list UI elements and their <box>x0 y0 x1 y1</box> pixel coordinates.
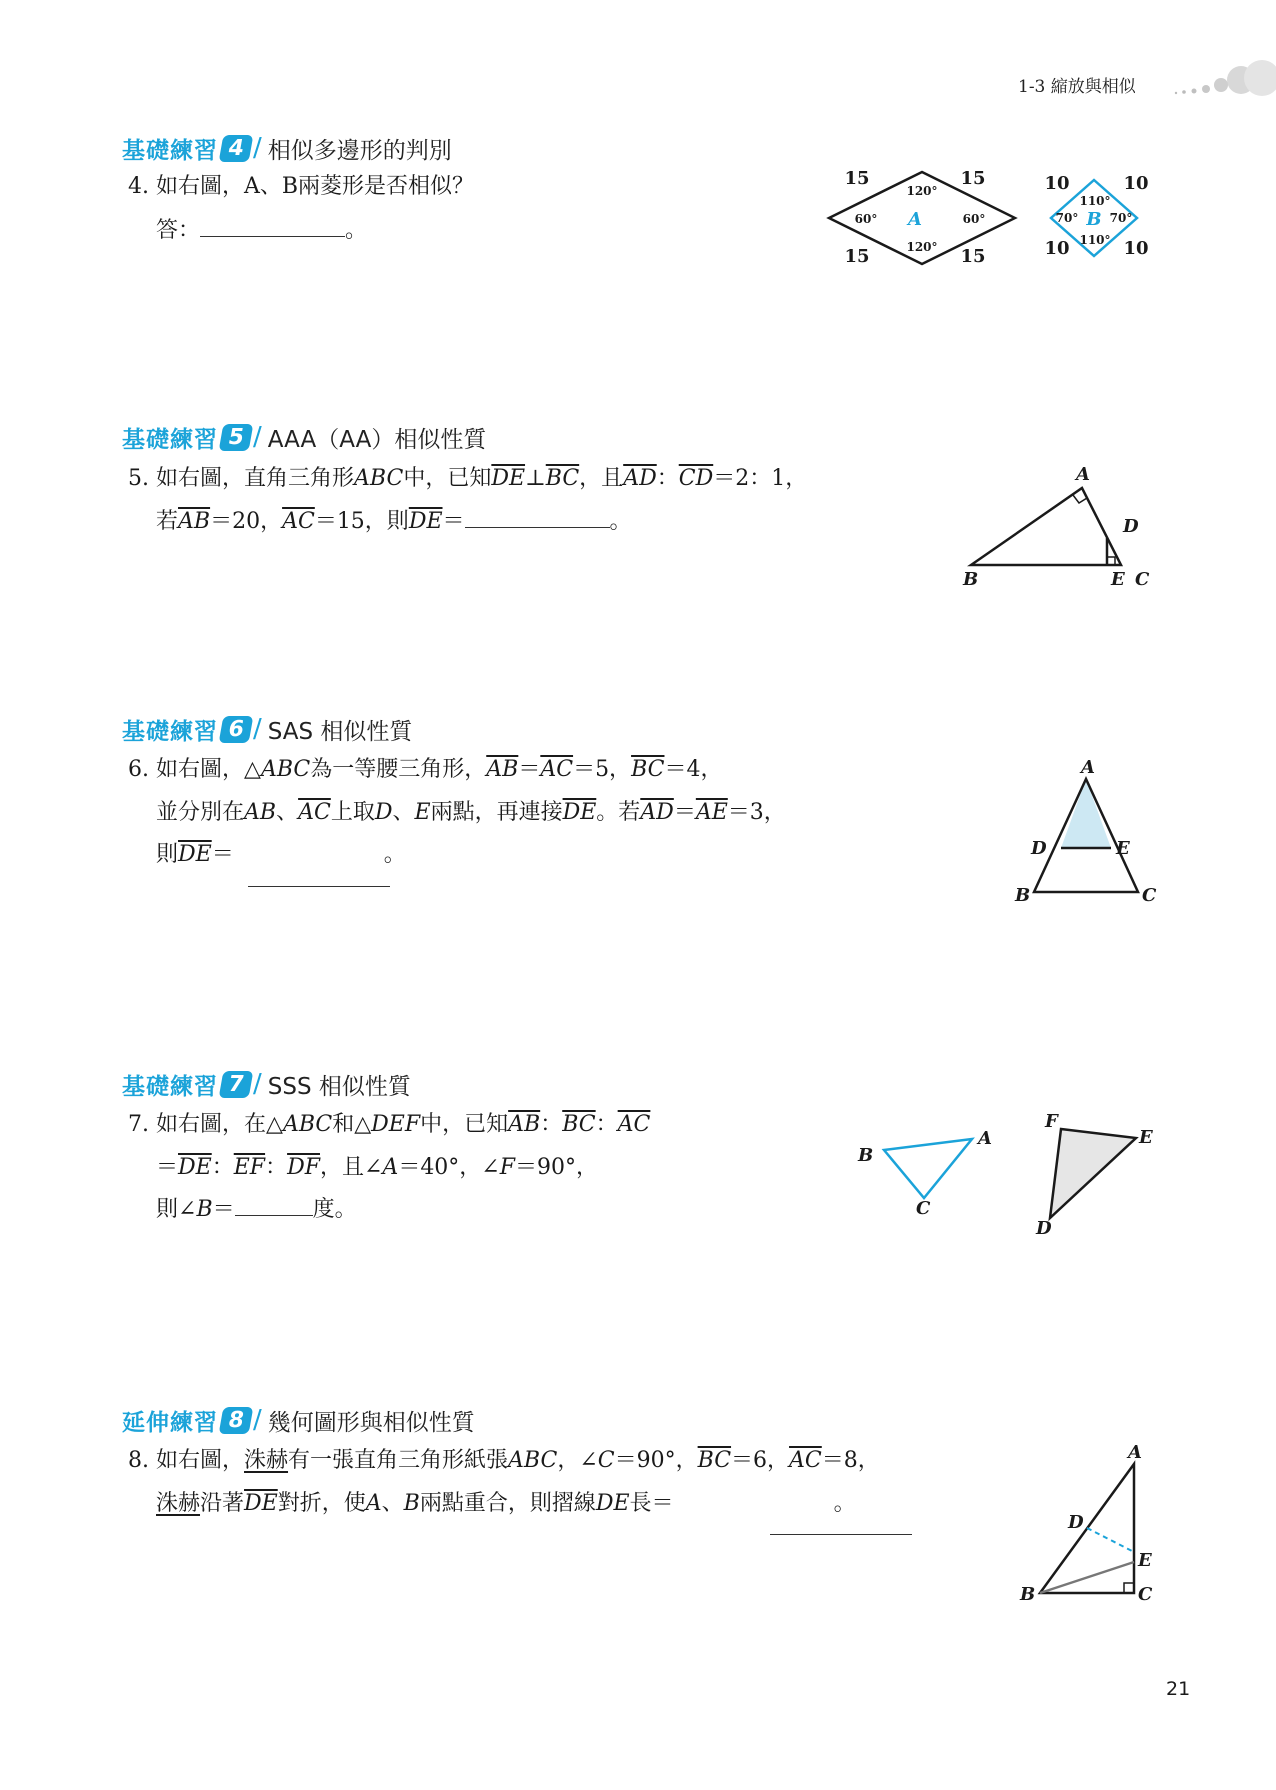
section-7-header: 基礎練習 7 / SSS 相似性質 <box>122 1069 411 1100</box>
section-5-tag: 基礎練習 <box>122 426 218 453</box>
section-6-header: 基礎練習 6 / SAS 相似性質 <box>122 714 413 745</box>
chapter-header-title: 1-3 縮放與相似 <box>1018 77 1136 97</box>
figure-8-folded-triangle <box>1010 1440 1180 1615</box>
section-8-tag: 延伸練習 <box>122 1409 218 1436</box>
section-4-badge: 4 <box>219 135 254 162</box>
section-4-header: 基礎練習 4 / 相似多邊形的判別 <box>122 133 452 164</box>
vertex-label: A <box>978 1128 992 1149</box>
rhombus-a-angle: 120° <box>906 184 938 198</box>
triangle-abc <box>971 488 1121 565</box>
section-5-title: AAA（AA）相似性質 <box>267 426 487 453</box>
answer-blank-5[interactable] <box>465 511 610 528</box>
section-5-header: 基礎練習 5 / AAA（AA）相似性質 <box>122 422 487 453</box>
vertex-label: C <box>1135 569 1150 590</box>
triangle-def <box>1050 1129 1136 1218</box>
figure-6-isosceles-triangle <box>1010 755 1170 910</box>
question-7-line-2: $=\overline{DE}$：$\overline{EF}$：$\overline{DF}$，且∠A＝40°，∠F＝90°， <box>156 1155 599 1180</box>
question-6-line-1: 6. 如右圖，△ABC為一等腰三角形，$\overline{AB}=\overline{AC}=5$，$\overline{BC}=4$， <box>128 757 723 782</box>
section-8-badge: 8 <box>219 1407 254 1434</box>
section-6-tag: 基礎練習 <box>122 718 218 745</box>
section-7-tag: 基礎練習 <box>122 1073 218 1100</box>
rhombus-b-side: 10 <box>1123 238 1149 259</box>
question-4-answer-line: 答： 。 <box>156 218 368 243</box>
rhombus-b-angle: 110° <box>1079 194 1111 208</box>
segment-be <box>1040 1562 1134 1593</box>
answer-blank-7[interactable] <box>235 1199 313 1216</box>
question-4-line-1: 4. 如右圖，A、B兩菱形是否相似？ <box>128 174 475 199</box>
section-4-tag: 基礎練習 <box>122 137 218 164</box>
vertex-label: B <box>1020 1584 1036 1605</box>
section-6-title: SAS 相似性質 <box>267 718 413 745</box>
vertex-label: D <box>1068 1512 1084 1533</box>
page-number: 21 <box>1166 1678 1191 1700</box>
vertex-label: D <box>1031 838 1047 859</box>
rhombus-a-side: 15 <box>844 246 870 267</box>
vertex-label: A <box>1076 464 1090 485</box>
vertex-label: D <box>1123 516 1139 537</box>
rhombus-a-side: 15 <box>960 246 986 267</box>
rhombus-b-side: 10 <box>1123 173 1149 194</box>
vertex-label: E <box>1111 569 1125 590</box>
small-triangle-ade <box>1061 779 1111 848</box>
question-5-line-1: 5. 如右圖，直角三角形ABC中，已知$\overline{DE}\perp\overline{BC}$，且$\overline{AD}$：$\overline{CD}=2$：1， <box>128 466 808 491</box>
answer-blank-8[interactable] <box>770 1518 912 1535</box>
vertex-label: C <box>916 1198 931 1219</box>
vertex-label: E <box>1139 1127 1153 1148</box>
rhombus-b-label: B <box>1086 209 1102 230</box>
rhombus-a-angle: 60° <box>962 212 986 226</box>
vertex-label: C <box>1142 885 1157 906</box>
vertex-label: B <box>1015 885 1031 906</box>
section-5-badge: 5 <box>219 424 254 451</box>
question-5-line-2: 若$\overline{AB}=20$，$\overline{AC}=15$，則$\overline{DE}=$ 。 <box>156 509 632 534</box>
section-8-header: 延伸練習 8 / 幾何圖形與相似性質 <box>122 1405 475 1436</box>
rhombus-a-side: 15 <box>960 168 986 189</box>
triangle-abc <box>884 1139 972 1198</box>
rhombus-b-side: 10 <box>1044 238 1070 259</box>
vertex-label: F <box>1045 1111 1058 1132</box>
question-6-line-2: 並分別在AB、$\overline{AC}$上取D、E兩點，再連接$\overline{DE}$。若$\overline{AD}=\overline{AE}=3$， <box>156 800 786 825</box>
rhombus-b-angle: 70° <box>1109 211 1133 225</box>
rhombus-b-angle: 110° <box>1079 233 1111 247</box>
vertex-label: B <box>963 569 979 590</box>
vertex-label: E <box>1116 838 1130 859</box>
rhombus-a-angle: 120° <box>906 240 938 254</box>
answer-blank-6[interactable] <box>248 870 390 887</box>
vertex-label: B <box>858 1145 874 1166</box>
figure-5-right-triangle <box>955 460 1155 595</box>
vertex-label: C <box>1138 1584 1153 1605</box>
question-8-line-1: 8. 如右圖，洙赫有一張直角三角形紙張ABC，∠C＝90°，$\overline{BC}=6$，$\overline{AC}=8$， <box>128 1448 880 1473</box>
section-6-badge: 6 <box>219 716 254 743</box>
section-7-badge: 7 <box>219 1071 254 1098</box>
question-6-line-3: 則$\overline{DE}=$ 。 <box>156 842 406 867</box>
question-8-line-2: 洙赫沿著$\overline{DE}$對折，使A、B兩點重合，則摺線DE長＝ 。 <box>156 1491 856 1516</box>
vertex-label: A <box>1081 757 1095 778</box>
section-7-title: SSS 相似性質 <box>267 1073 411 1100</box>
section-8-title: 幾何圖形與相似性質 <box>267 1409 475 1436</box>
right-angle-mark-c <box>1124 1583 1134 1593</box>
figure-4-rhombi <box>825 160 1170 275</box>
header-decoration-dots <box>1166 58 1276 108</box>
section-4-title: 相似多邊形的判別 <box>267 137 452 164</box>
vertex-label: D <box>1036 1218 1052 1239</box>
rhombus-a-label: A <box>908 209 922 230</box>
question-7-line-1: 7. 如右圖，在△ABC和△DEF中，已知$\overline{AB}$：$\overline{BC}$：$\overline{AC}$ <box>128 1112 651 1137</box>
answer-blank-4[interactable] <box>200 220 345 237</box>
rhombus-b-side: 10 <box>1044 173 1070 194</box>
vertex-label: E <box>1138 1550 1152 1571</box>
figure-7-triangles <box>850 1105 1160 1240</box>
vertex-label: A <box>1128 1442 1142 1463</box>
rhombus-a-side: 15 <box>844 168 870 189</box>
fold-line-de <box>1087 1528 1134 1552</box>
rhombus-b-angle: 70° <box>1055 211 1079 225</box>
question-7-line-3: 則∠B＝ 度。 <box>156 1197 357 1222</box>
rhombus-a-angle: 60° <box>854 212 878 226</box>
